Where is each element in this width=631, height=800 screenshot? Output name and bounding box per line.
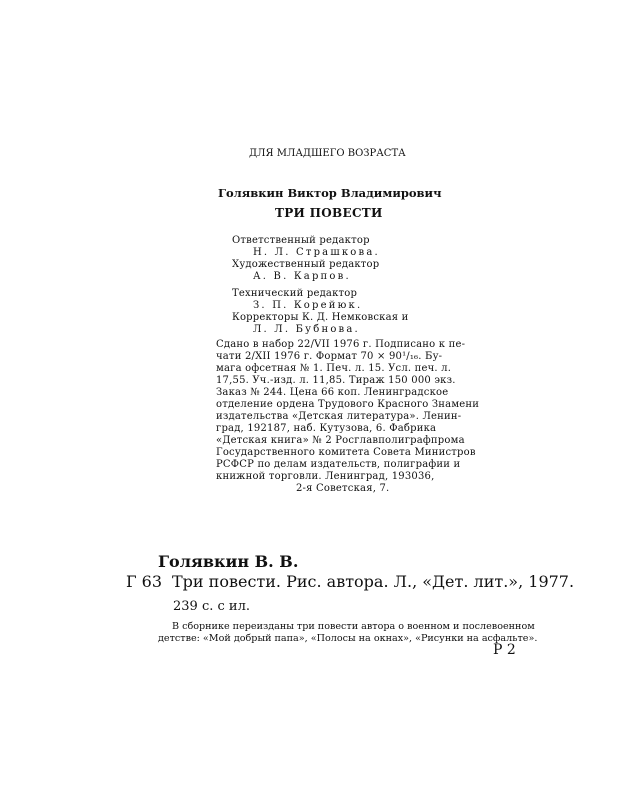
editor-role: Ответственный редактор	[232, 235, 370, 246]
tech-editor-name: З. П. Корейюк.	[253, 300, 363, 311]
pubinfo-line: мага офсетная № 1. Печ. л. 15. Усл. печ. л.	[216, 363, 452, 374]
bbk-code: Р 2	[493, 642, 516, 658]
publication-info	[216, 339, 480, 495]
catalog-index: Г 63	[126, 572, 163, 591]
catalog-bibliographic-entry: Три повести. Рис. автора. Л., «Дет. лит.», 1977.	[172, 572, 575, 591]
pubinfo-line: Заказ № 244. Цена 66 коп. Ленинградское	[216, 387, 449, 398]
pubinfo-line: Государственного комитета Совета Министров	[216, 447, 476, 458]
pubinfo-line: град, 192187, наб. Кутузова, 6. Фабрика	[216, 423, 437, 434]
catalog-annotation	[158, 621, 538, 645]
audience-label: ДЛЯ МЛАДШЕГО ВОЗРАСТА	[249, 148, 406, 159]
pubinfo-line: «Детская книга» № 2 Росглавполиграфпрома	[216, 435, 465, 446]
author-full-name: Голявкин Виктор Владимирович	[218, 186, 442, 200]
pubinfo-line: чати 2/XII 1976 г. Формат 70 × 90¹/₁₆. Бу-	[216, 351, 443, 362]
pubinfo-line: Сдано в набор 22/VII 1976 г. Подписано к пе-	[216, 339, 466, 350]
editor-name: Н. Л. Страшкова.	[253, 247, 380, 258]
proofreaders-line-1: Корректоры К. Д. Немковская и	[232, 312, 409, 323]
annotation-line-2: детстве: «Мой добрый папа», «Полосы на окнах», «Рисунки на асфальте».	[158, 633, 538, 644]
pubinfo-line: книжной торговли. Ленинград, 193036,	[216, 471, 435, 482]
tech-editor-role: Технический редактор	[232, 288, 358, 299]
pubinfo-line: 2-я Советская, 7.	[296, 483, 390, 494]
annotation-line-1: В сборнике переизданы три повести автора о военном и послевоенном	[172, 621, 535, 632]
pubinfo-line: отделение ордена Трудового Красного Знамени	[216, 399, 480, 410]
pubinfo-line: 17,55. Уч.-изд. л. 11,85. Тираж 150 000 экз.	[216, 375, 456, 386]
book-title: ТРИ ПОВЕСТИ	[275, 206, 383, 220]
pubinfo-line: РСФСР по делам издательств, полиграфии и	[216, 459, 461, 470]
proofreaders-line-2: Л. Л. Бубнова.	[253, 324, 360, 335]
pubinfo-line: издательства «Детская литература». Ленин-	[216, 411, 462, 422]
catalog-pages: 239 с. с ил.	[173, 599, 250, 614]
catalog-author: Голявкин В. В.	[158, 552, 299, 571]
art-editor-name: А. В. Карпов.	[253, 271, 351, 282]
art-editor-role: Художественный редактор	[232, 259, 380, 270]
credits-block	[232, 235, 432, 336]
